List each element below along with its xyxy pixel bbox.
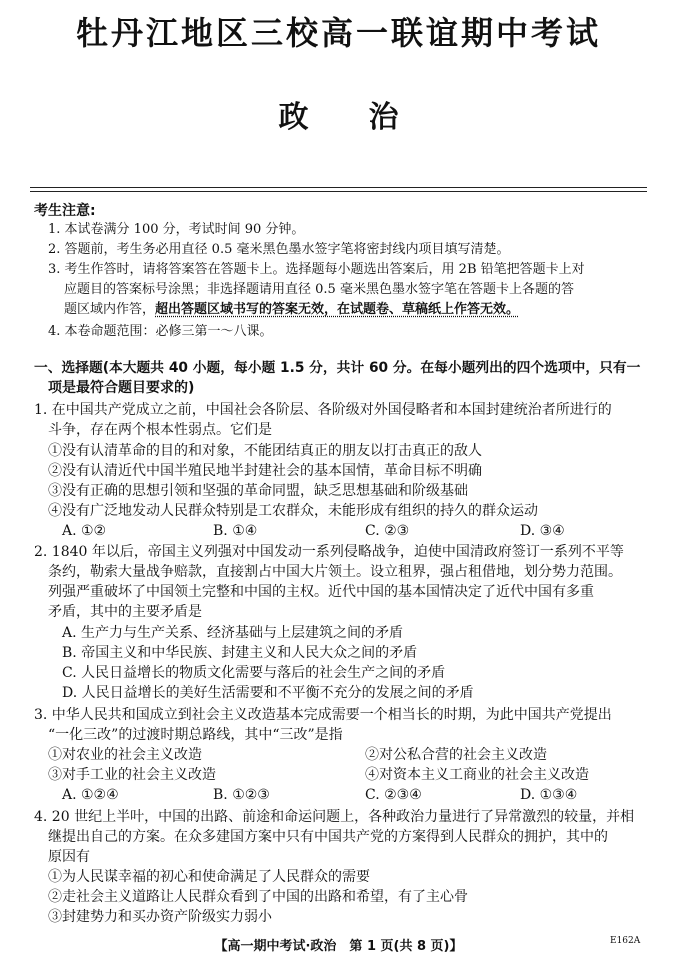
notice-item-line <box>64 300 519 319</box>
question-1-stem: 斗争，存在两个根本性弱点。它们是 <box>48 422 272 438</box>
question-1-statement: ①没有认清革命的目的和对象，不能团结真正的朋友以打击真正的敌人 <box>48 443 482 459</box>
divider-top <box>30 187 647 188</box>
question-2-option-c[interactable]: C. 人民日益增长的物质文化需要与落后的社会生产之间的矛盾 <box>62 665 446 681</box>
question-3-stem: 3. 中华人民共和国成立到社会主义改造基本完成需要一个相当长的时期，为此中国共产党提出 <box>34 707 612 723</box>
question-1-statement: ④没有广泛地发动人民群众特别是工农群众，未能形成有组织的持久的群众运动 <box>48 503 538 519</box>
question-1-statement: ②没有认清近代中国半殖民地半封建社会的基本国情，革命目标不明确 <box>48 463 482 479</box>
question-3-statement: ③对手工业的社会主义改造 <box>48 767 216 783</box>
question-1-statement: ③没有正确的思想引领和坚强的革命同盟，缺乏思想基础和阶级基础 <box>48 483 468 499</box>
exam-title: 牡丹江地区三校高一联谊期中考试 <box>75 14 601 52</box>
question-1-option-b[interactable]: B. ①④ <box>213 523 258 539</box>
question-2-stem: 条约，勒索大量战争赔款，直接割占中国大片领土。设立租界，强占租借地，划分势力范围。 <box>48 564 622 580</box>
paper-code: E162A <box>610 936 641 946</box>
question-3-stem: “一化三改”的过渡时期总路线，其中“三改”是指 <box>48 727 343 743</box>
question-3-option-c[interactable]: C. ②③④ <box>365 787 422 803</box>
notice-item: 2. 答题前，考生务必用直径 0.5 毫米黑色墨水签字笔将密封线内项目填写清楚。 <box>48 242 510 257</box>
question-3-option-d[interactable]: D. ①③④ <box>520 787 578 803</box>
question-3-statement: ①对农业的社会主义改造 <box>48 747 202 763</box>
question-1-stem: 1. 在中国共产党成立之前，中国社会各阶层、各阶级对外国侵略者和本国封建统治者所进行的 <box>34 402 612 418</box>
question-2-stem: 2. 1840 年以后，帝国主义列强对中国发动一系列侵略战争，迫使中国清政府签订一系列不平等 <box>34 544 624 560</box>
question-4-stem: 原因有 <box>48 849 90 865</box>
question-4-statement: ①为人民谋幸福的初心和使命满足了人民群众的需要 <box>48 869 370 885</box>
page-footer: 【高一期中考试·政治 第 1 页(共 8 页)】 <box>214 939 463 954</box>
notice-item: 3. 考生作答时，请将答案答在答题卡上。选择题每小题选出答案后，用 2B 铅笔把答题卡上对 <box>48 262 585 277</box>
question-2-option-d[interactable]: D. 人民日益增长的美好生活需要和不平衡不充分的发展之间的矛盾 <box>62 685 474 701</box>
section-heading-cont: 项是最符合题目要求的) <box>48 380 195 396</box>
question-1-option-a[interactable]: A. ①② <box>62 523 107 539</box>
divider-bottom <box>30 191 647 192</box>
question-3-option-b[interactable]: B. ①②③ <box>213 787 270 803</box>
question-1-option-d[interactable]: D. ③④ <box>520 523 565 539</box>
question-3-statement: ④对资本主义工商业的社会主义改造 <box>365 767 589 783</box>
question-4-stem: 4. 20 世纪上半叶，中国的出路、前途和命运问题上，各种政治力量进行了异常激烈的较量，并相 <box>34 809 635 825</box>
notice-item: 1. 本试卷满分 100 分，考试时间 90 分钟。 <box>48 222 305 237</box>
subject-char-1: 政 <box>278 100 309 135</box>
question-4-stem: 继提出自己的方案。在众多建国方案中只有中国共产党的方案得到人民群众的拥护，其中的 <box>48 829 608 845</box>
notice-item-text: 题区域内作答， <box>64 302 156 317</box>
question-2-stem: 矛盾，其中的主要矛盾是 <box>48 604 202 620</box>
question-4-statement: ②走社会主义道路让人民群众看到了中国的出路和希望，有了主心骨 <box>48 889 468 905</box>
question-2-option-a[interactable]: A. 生产力与生产关系、经济基础与上层建筑之间的矛盾 <box>62 625 404 641</box>
question-3-statement: ②对公私合营的社会主义改造 <box>365 747 547 763</box>
notice-heading: 考生注意: <box>34 203 96 219</box>
question-4-statement: ③封建势力和买办资产阶级实力弱小 <box>48 909 272 925</box>
subject-title <box>0 92 677 136</box>
notice-item: 4. 本卷命题范围：必修三第一～八课。 <box>48 324 273 339</box>
question-1-option-c[interactable]: C. ②③ <box>365 523 410 539</box>
subject-char-2: 治 <box>368 100 399 135</box>
section-heading: 一、选择题(本大题共 40 小题，每小题 1.5 分，共计 60 分。在每小题列出的四个选项中，只有一 <box>34 360 641 376</box>
notice-item: 应题目的答案标号涂黑；非选择题请用直径 0.5 毫米黑色墨水签字笔在答题卡上各题的答 <box>64 282 574 297</box>
question-3-option-a[interactable]: A. ①②④ <box>62 787 119 803</box>
question-2-stem: 列强严重破坏了中国领土完整和中国的主权。近代中国的基本国情决定了近代中国有多重 <box>48 584 594 600</box>
question-2-option-b[interactable]: B. 帝国主义和中华民族、封建主义和人民大众之间的矛盾 <box>62 645 418 661</box>
notice-emphasis: 超出答题区域书写的答案无效，在试题卷、草稿纸上作答无效。 <box>155 302 520 317</box>
